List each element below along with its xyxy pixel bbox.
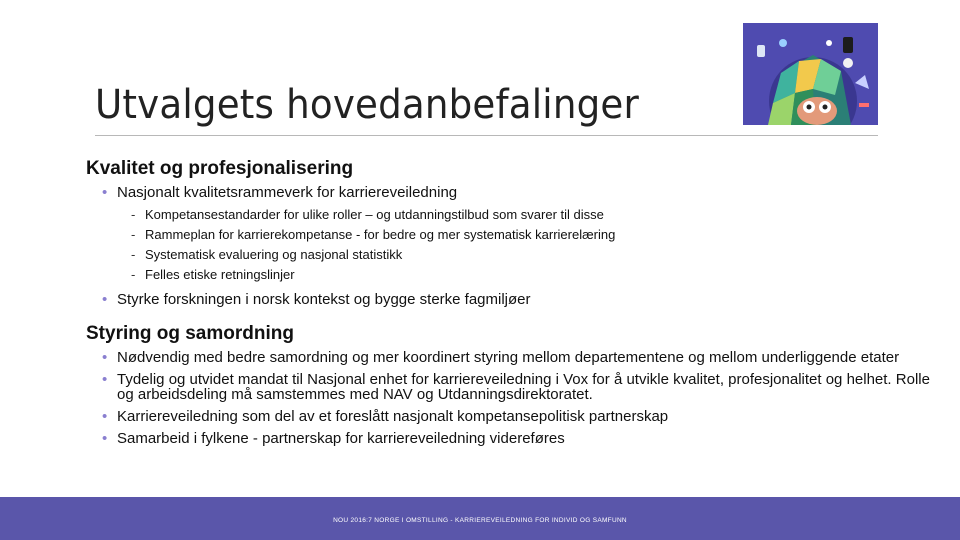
slide-content: [86, 158, 946, 453]
title-divider: [95, 135, 878, 136]
bullet-text: Nasjonalt kvalitetsrammeverk for karriereveiledning: [117, 184, 458, 201]
list-item: • Tydelig og utvidet mandat til Nasjonal enhet for karriereveiledning i Vox for å utvikle kvalitet, profesjonalitet og helhet. Rolle og arbeidsdeling må samstemmes med NAV og Utdanningsdirektoratet.: [99, 372, 946, 402]
section-heading-quality: Kvalitet og profesjonalisering: [86, 158, 354, 179]
sub-bullet-list: [117, 205, 946, 285]
sub-list-item: - Rammeplan for karrierekompetanse - for bedre og mer systematisk karrierelæring: [131, 225, 946, 245]
slide-title: Utvalgets hovedanbefalinger: [95, 82, 639, 128]
list-item: • Nødvendig med bedre samordning og mer koordinert styring mellom departementene og mellom underliggende etater: [99, 350, 946, 365]
section-heading-governance: Styring og samordning: [86, 323, 294, 344]
hero-illustration: [743, 23, 878, 125]
footer-text: NOU 2016:7 NORGE I OMSTILLING - KARRIEREVEILEDNING FOR INDIVID OG SAMFUNN: [333, 517, 627, 524]
list-item: • Styrke forskningen i norsk kontekst og bygge sterke fagmiljøer: [99, 292, 946, 307]
sub-list-item: - Systematisk evaluering og nasjonal statistikk: [131, 245, 946, 265]
list-item: [99, 185, 946, 285]
governance-bullet-list: [86, 350, 946, 446]
list-item: • Samarbeid i fylkene - partnerskap for karriereveiledning videreføres: [99, 431, 946, 446]
quality-bullet-list: [86, 185, 946, 307]
sub-list-item: - Kompetansestandarder for ulike roller – og utdanningstilbud som svarer til disse: [131, 205, 946, 225]
list-item: • Karriereveiledning som del av et foreslått nasjonalt kompetansepolitisk partnerskap: [99, 409, 946, 424]
sub-list-item: - Felles etiske retningslinjer: [131, 265, 946, 285]
footer-band: [0, 497, 960, 540]
